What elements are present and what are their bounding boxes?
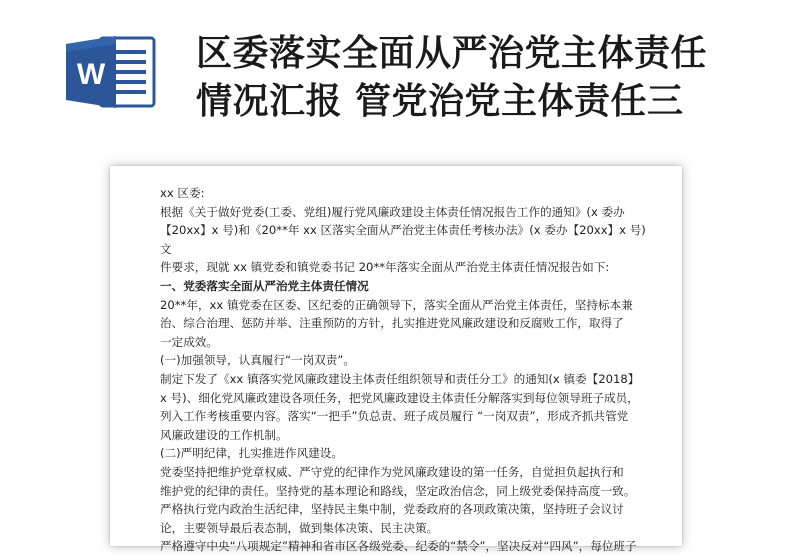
document-body: [160, 184, 646, 556]
document-line: 20**年，xx 镇党委在区委、区纪委的正确领导下，落实全面从严治党主体责任，坚持标本兼: [160, 297, 633, 312]
document-line: 风廉政建设的工作机制。: [160, 427, 288, 442]
document-line: 列入工作考核重要内容。落实“一把手”负总责、班子成员履行 “一岗双责”，形成齐抓共管党: [160, 409, 629, 424]
document-line: 一定成效。: [160, 334, 218, 349]
word-icon-letter: W: [76, 58, 106, 91]
section-heading: 一、党委落实全面从严治党主体责任情况: [160, 278, 369, 293]
document-line: 论，主要领导最后表态制，做到集体决策、民主决策。: [160, 520, 439, 535]
document-line: 治、综合治理、惩防并举、注重预防的方针，扎实推进党风廉政建设和反腐败工作，取得了: [160, 316, 624, 331]
document-line: (一)加强领导，认真履行“一岗双责”。: [160, 353, 355, 368]
title-line-2: 情况汇报 管党治党主体责任三: [196, 81, 684, 122]
document-line: 件要求，现就 xx 镇党委和镇党委书记 20**年落实全面从严治党主体责任情况报告如下:: [160, 260, 610, 275]
document-line: 党委坚持把维护党章权威、严守党的纪律作为党风廉政建设的第一任务，自觉担负起执行和: [160, 464, 624, 479]
document-title: [196, 30, 776, 126]
document-line: 维护党的纪律的责任。坚持党的基本理论和路线，坚定政治信念，同上级党委保持高度一致。: [160, 483, 636, 498]
word-document-icon: [64, 34, 156, 110]
header: [0, 0, 800, 160]
document-line: xx 区委:: [160, 186, 205, 200]
document-line: (二)严明纪律，扎实推进作风建设。: [160, 446, 343, 461]
document-line: 严格执行党内政治生活纪律，坚持民主集中制，党委政府的各项政策决策，坚持班子会议讨: [160, 502, 624, 517]
document-line: 【20xx】x 号)和《20**年 xx 区落实全面从严治党主体责任考核办法》(x 委办【20xx】x 号)文: [160, 223, 646, 256]
document-page: [110, 166, 682, 554]
title-line-1: 区委落实全面从严治党主体责任: [196, 33, 708, 74]
document-line: x 号)、细化党风廉政建设各项任务，把党风廉政建设主体责任分解落实到每位领导班子成员，: [160, 390, 639, 405]
document-line: 根据《关于做好党委(工委、党组)履行党风廉政建设主体责任情况报告工作的通知》(x 委办: [160, 204, 625, 219]
document-preview: [110, 166, 682, 554]
document-line: 制定下发了《xx 镇落实党风廉政建设主体责任组织领导和责任分工》的通知(x 镇委【2018】: [160, 371, 640, 386]
document-line: 严格遵守中央“八项规定”精神和省市区各级党委、纪委的“禁令”，坚决反对“四风”，每位班子: [160, 539, 637, 554]
